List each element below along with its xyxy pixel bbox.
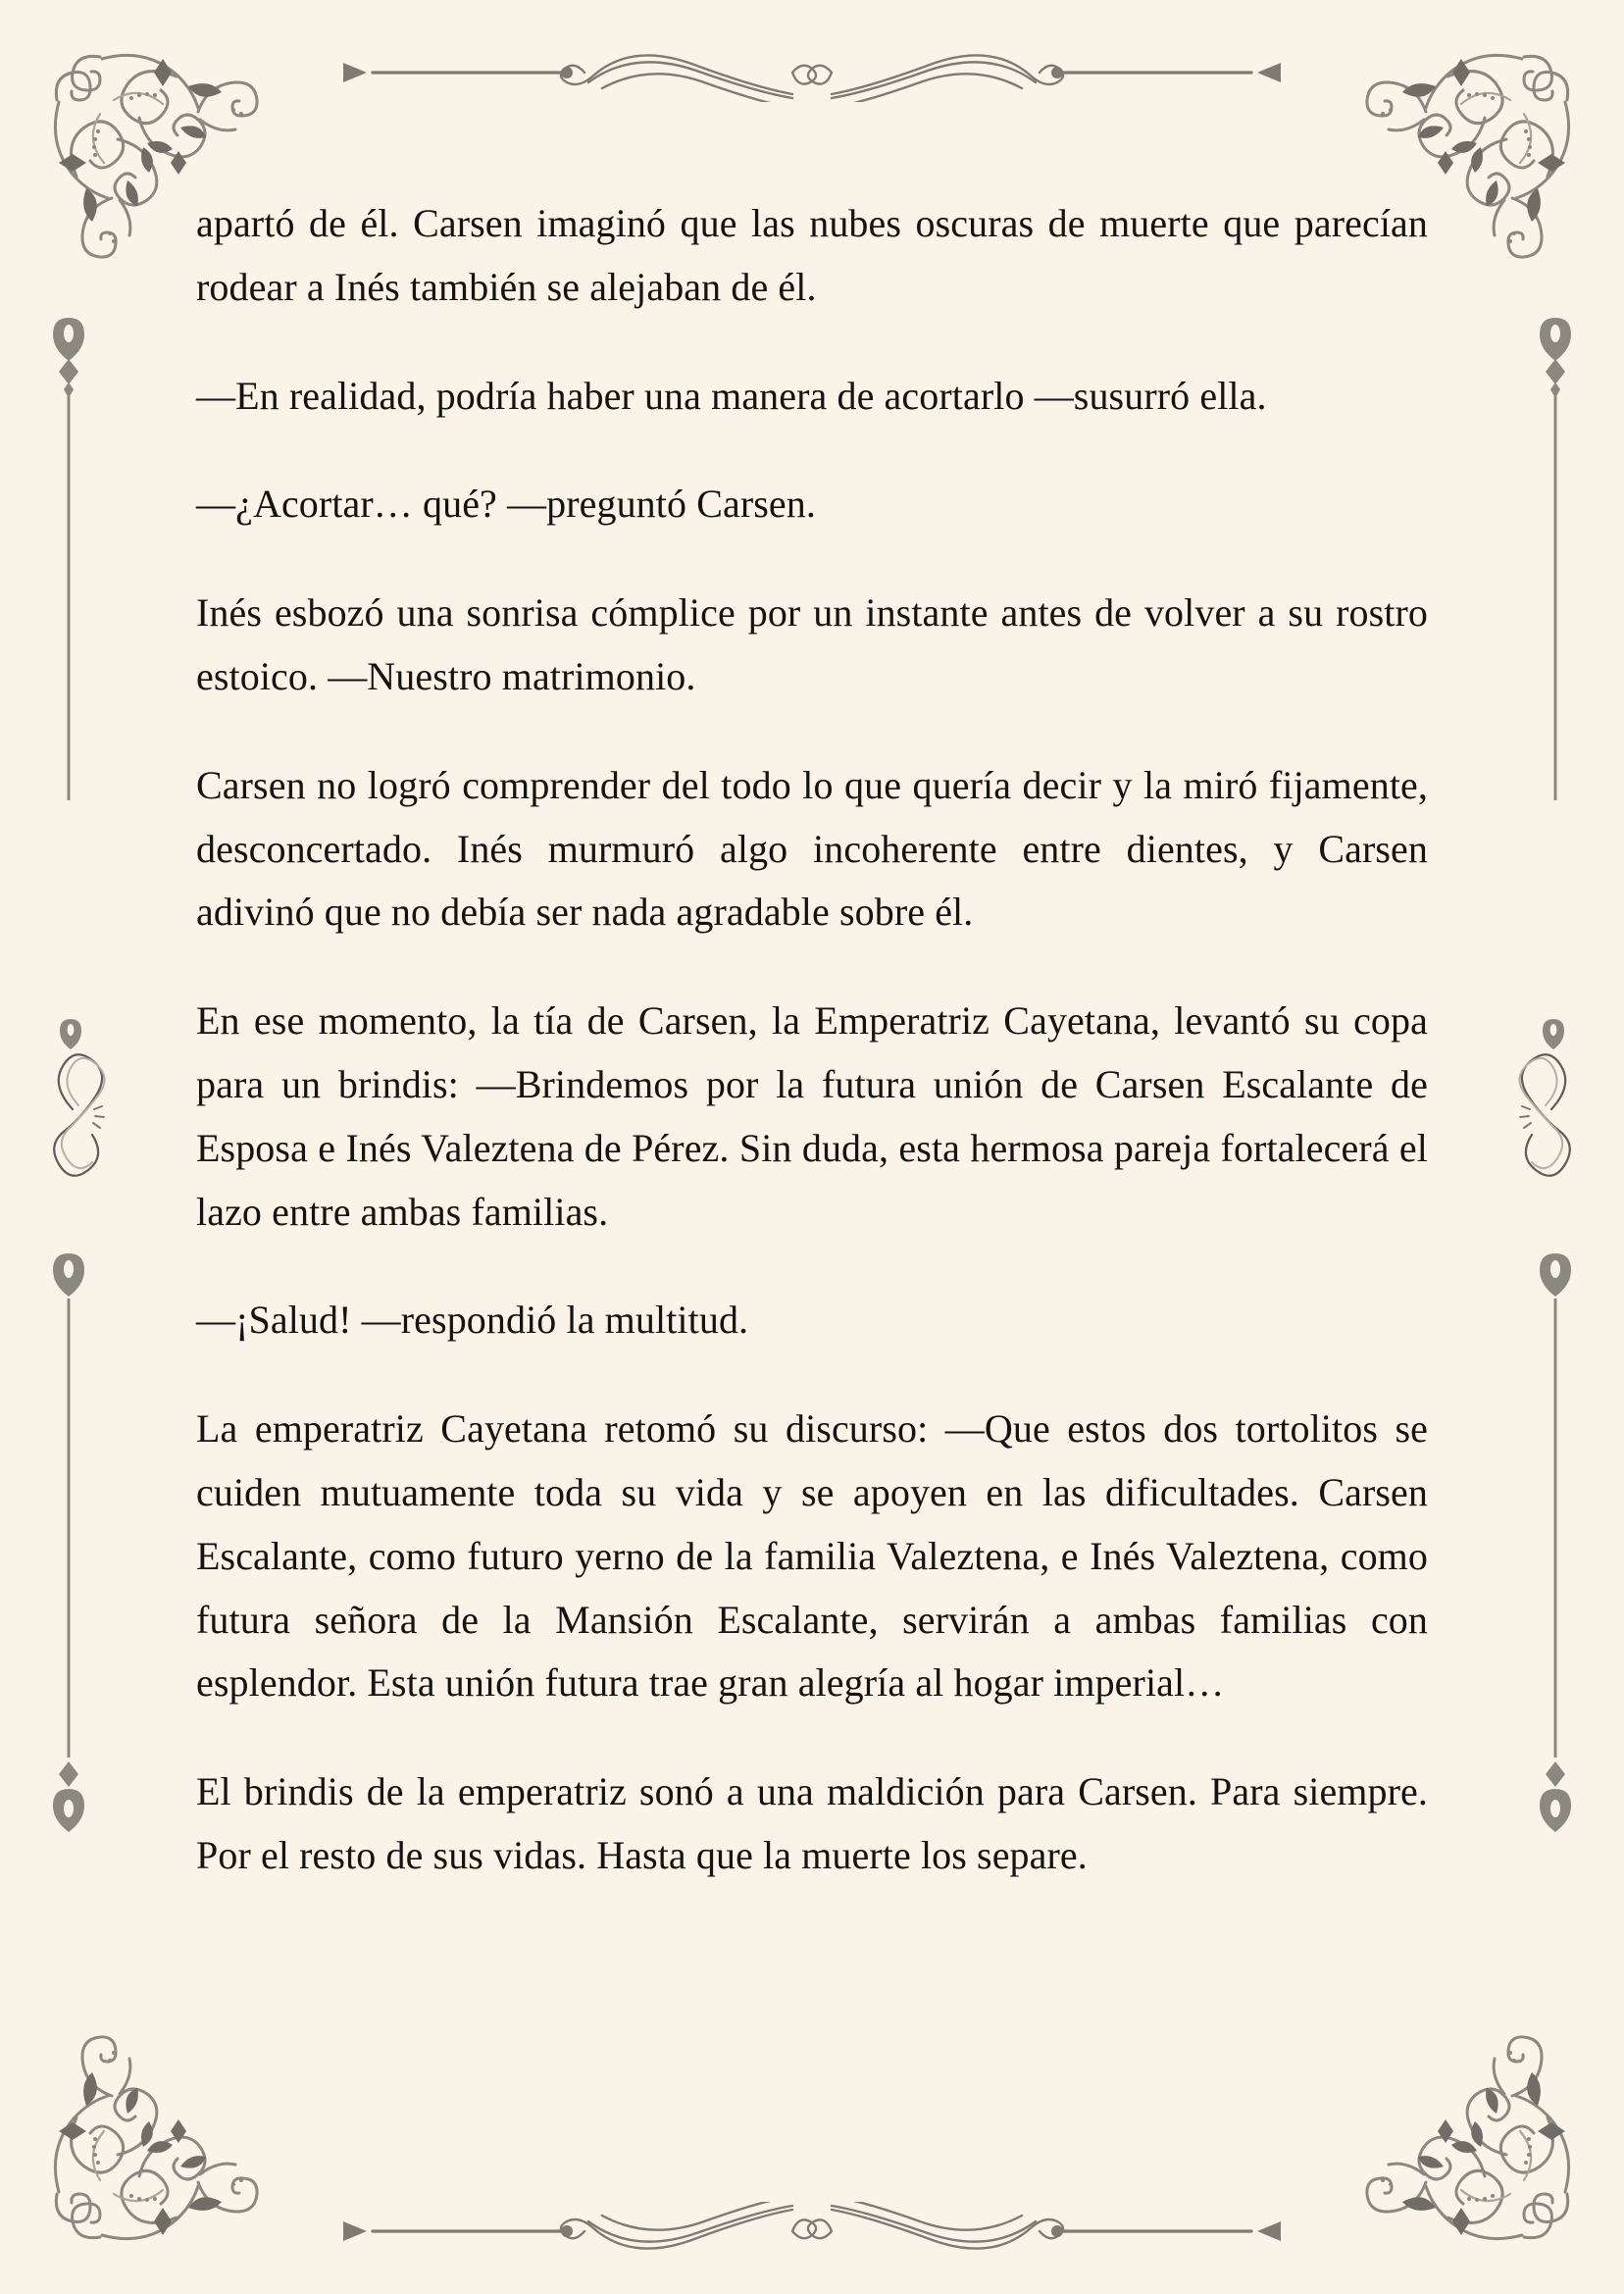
paragraph: Inés esbozó una sonrisa cómplice por un instante antes de volver a su rostro estoico. —Nuestro matrimonio. <box>196 590 1428 698</box>
paragraph: Carsen no logró comprender del todo lo que quería decir y la miró fijamente, desconcertado. Inés murmuró algo incoherente entre dientes, y Carsen adivinó que no debía ser nada agradable sobre él. <box>196 762 1428 935</box>
paragraph: La emperatriz Cayetana retomó su discurso: —Que estos dos tortolitos se cuiden mutuamente toda su vida y se apoyen en las dificultades. Carsen Escalante, como futuro yerno de la familia Valeztena, e Inés Valeztena, como futura señora de la Mansión Escalante, servirán a ambas familias con esplendor. Esta unión futura trae gran alegría al hogar imperial… <box>196 1406 1428 1706</box>
side-rod-upper-left-icon <box>47 312 90 802</box>
rule-bottom-flourish-icon <box>322 2202 1302 2261</box>
rule-top-flourish-icon <box>322 43 1302 102</box>
side-knot-left-icon <box>47 1015 110 1211</box>
paragraph: —¡Salud! —respondió la multitud. <box>196 1298 749 1343</box>
paragraph: El brindis de la emperatriz sonó a una maldición para Carsen. Para siempre. Por el resto de sus vidas. Hasta que la muerte los separe. <box>196 1769 1428 1877</box>
side-rod-upper-right-icon <box>1534 312 1577 802</box>
paragraph: —En realidad, podría haber una manera de acortarlo —susurró ella. <box>196 373 1267 418</box>
paragraph: apartó de él. Carsen imaginó que las nubes oscuras de muerte que parecían rodear a Inés también se alejaban de él. <box>196 201 1428 309</box>
paragraph: En ese momento, la tía de Carsen, la Emperatriz Cayetana, levantó su copa para un brindis: —Brindemos por la futura unión de Carsen Escalante de Esposa e Inés Valeztena de Pérez. Sin duda, esta hermosa pareja fortalecerá el lazo entre ambas familias. <box>196 998 1428 1234</box>
page-body-text <box>196 192 1428 1888</box>
paragraph: —¿Acortar… qué? —preguntó Carsen. <box>196 482 816 527</box>
corner-flourish-bottom-left-icon <box>41 2008 286 2253</box>
side-knot-right-icon <box>1514 1015 1577 1211</box>
corner-flourish-bottom-right-icon <box>1338 2008 1583 2253</box>
side-rod-lower-left-icon <box>47 1248 90 1856</box>
side-rod-lower-right-icon <box>1534 1248 1577 1856</box>
